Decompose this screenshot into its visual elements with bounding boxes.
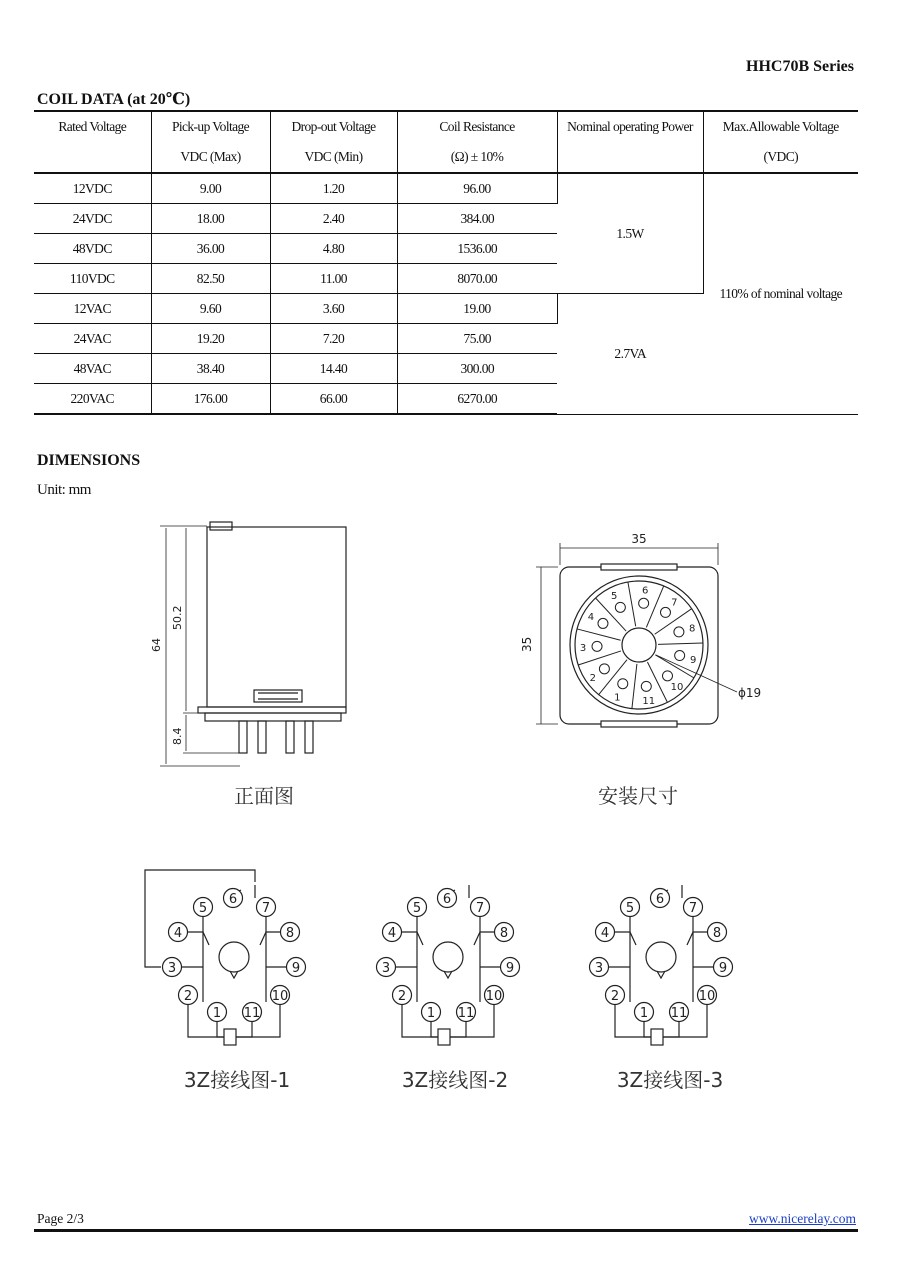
contact-switch [474, 932, 494, 945]
pin-hole [675, 651, 685, 661]
table-cell: 66.00 [270, 384, 397, 415]
pin-number: 2 [589, 672, 597, 684]
terminal-number: 1 [639, 1006, 649, 1021]
terminal-number: 1 [426, 1006, 436, 1021]
pin-divider [632, 664, 637, 709]
coil-lead [450, 1022, 466, 1037]
dimensions-drawing [0, 500, 900, 1100]
terminal-number: 2 [397, 989, 407, 1004]
terminal-number: 5 [625, 901, 635, 916]
wiring-diagram-2 [377, 885, 520, 1045]
terminal-number: 7 [688, 901, 698, 916]
header-cell: VDC (Max) [151, 142, 270, 173]
table-cell: 1.20 [270, 173, 397, 204]
header-cell: Pick-up Voltage [151, 111, 270, 142]
website-link[interactable]: www.nicerelay.com [749, 1211, 856, 1226]
pin-number: 5 [610, 590, 618, 602]
table-header-row [34, 142, 858, 173]
loop-wire [145, 870, 255, 967]
table-cell: 110VDC [34, 264, 151, 294]
terminal-number: 11 [670, 1006, 688, 1021]
wiring-1-caption: 3Z接线图-1 [183, 1068, 291, 1092]
header-cell: VDC (Min) [270, 142, 397, 173]
pin-hole [598, 618, 608, 628]
terminal-number: 9 [505, 961, 515, 976]
front-view-caption: 正面图 [234, 784, 294, 808]
table-cell: 36.00 [151, 234, 270, 264]
coil-terminal [651, 1029, 663, 1045]
table-cell: 19.00 [397, 294, 557, 324]
pin-number: 9 [690, 655, 697, 667]
dimensions-title: DIMENSIONS [37, 452, 141, 469]
table-cell: 176.00 [151, 384, 270, 415]
table-cell: 24VAC [34, 324, 151, 354]
terminal-number: 8 [712, 926, 722, 941]
terminal-number: 3 [167, 961, 177, 976]
table-cell: 12VAC [34, 294, 151, 324]
terminal-number: 6 [655, 892, 665, 907]
coil-data-table [34, 110, 858, 415]
pin-number: 10 [670, 682, 684, 694]
header-cell: (VDC) [703, 142, 858, 173]
pin-hole [641, 681, 651, 691]
mount-view-caption: 安装尺寸 [598, 784, 678, 808]
terminal-number: 2 [183, 989, 193, 1004]
pin-number: 6 [642, 585, 649, 597]
terminal-number: 5 [198, 901, 208, 916]
header-cell [34, 142, 151, 173]
pin-divider [628, 582, 636, 626]
table-cell: 3.60 [270, 294, 397, 324]
table-cell: 9.60 [151, 294, 270, 324]
pin-divider [577, 629, 621, 640]
table-cell: 18.00 [151, 204, 270, 234]
pin-number: 11 [642, 696, 656, 708]
contact-switch [687, 932, 707, 945]
terminal-number: 6 [442, 892, 452, 907]
header-cell: Max.Allowable Voltage [722, 119, 839, 134]
terminal-number: 4 [387, 926, 397, 941]
table-cell: 48VDC [34, 234, 151, 264]
pin-hole [618, 679, 628, 689]
terminal-number: 3 [381, 961, 391, 976]
dim-total-label: 64 [150, 638, 163, 652]
pin-hole [662, 671, 672, 681]
footer-divider [34, 1229, 858, 1232]
header-cell: Nominal operating Power [557, 111, 703, 142]
terminal-number: 5 [412, 901, 422, 916]
table-cell: 38.40 [151, 354, 270, 384]
terminal-number: 7 [261, 901, 271, 916]
front-view-drawing [160, 522, 346, 766]
terminal-number: 10 [698, 989, 716, 1004]
terminal-number: 10 [485, 989, 503, 1004]
dim-height-label: 35 [520, 636, 534, 652]
max-voltage-cell: 110% of nominal voltage [703, 173, 858, 414]
mount-view-drawing [536, 543, 737, 727]
table-cell: 11.00 [270, 264, 397, 294]
terminal-number: 9 [718, 961, 728, 976]
coil-lead [644, 1022, 651, 1037]
coil-lead [236, 1022, 252, 1037]
coil-symbol [219, 942, 249, 972]
terminal-number: 7 [475, 901, 485, 916]
pin-number: 7 [671, 597, 678, 609]
pin-divider [655, 655, 697, 678]
pin-hole [615, 602, 625, 612]
terminal-number: 6 [228, 892, 238, 907]
coil-terminal [438, 1029, 450, 1045]
pin-divider [658, 643, 703, 644]
unit-label: Unit: mm [37, 482, 91, 498]
pin-number: 1 [614, 692, 621, 704]
table-cell: 384.00 [397, 204, 557, 234]
table-cell: 1536.00 [397, 234, 557, 264]
dim-pins-label: 8.4 [171, 727, 184, 745]
table-cell: 14.40 [270, 354, 397, 384]
table-cell: 19.20 [151, 324, 270, 354]
header-cell: (Ω) ± 10% [397, 142, 557, 173]
series-title: HHC70B Series [746, 58, 854, 75]
coil-symbol [433, 942, 463, 972]
dim-body-label: 50.2 [171, 605, 184, 630]
terminal-number: 2 [610, 989, 620, 1004]
table-cell: 8070.00 [397, 264, 557, 294]
page-number: Page 2/3 [37, 1211, 84, 1226]
power-dc-cell: 1.5W [557, 173, 703, 294]
terminal-number: 1 [212, 1006, 222, 1021]
terminal-number: 11 [457, 1006, 475, 1021]
contact-switch [402, 932, 423, 945]
table-cell: 12VDC [34, 173, 151, 204]
coil-terminal [224, 1029, 236, 1045]
pin-number: 8 [689, 623, 696, 635]
table-cell: 300.00 [397, 354, 557, 384]
pin-hole [674, 627, 684, 637]
pin-number: 4 [587, 612, 595, 624]
terminal-number: 11 [243, 1006, 261, 1021]
table-cell: 75.00 [397, 324, 557, 354]
wiring-3-caption: 3Z接线图-3 [616, 1068, 724, 1092]
terminal-number: 4 [600, 926, 610, 941]
table-cell: 7.20 [270, 324, 397, 354]
table-cell: 24VDC [34, 204, 151, 234]
pin-hole [599, 664, 609, 674]
terminal-number: 8 [285, 926, 295, 941]
table-header-row [34, 111, 858, 142]
wiring-2-caption: 3Z接线图-2 [401, 1068, 509, 1092]
header-cell: Drop-out Voltage [270, 111, 397, 142]
pin-hole [639, 598, 649, 608]
terminal-number: 10 [271, 989, 289, 1004]
header-cell: Coil Resistance [397, 111, 557, 142]
pin-hole [592, 641, 602, 651]
coil-data-title: COIL DATA (at 20℃) [37, 91, 191, 108]
dim-width-label: 35 [631, 532, 647, 546]
table-cell: 6270.00 [397, 384, 557, 415]
header-cell: Rated Voltage [34, 111, 151, 142]
pin-divider [646, 586, 663, 628]
coil-lead [663, 1022, 679, 1037]
wiring-diagram-3 [590, 885, 733, 1045]
coil-lead [217, 1022, 224, 1037]
header-cell [557, 142, 703, 173]
power-ac-cell: 2.7VA [557, 294, 703, 415]
pin-number: 3 [579, 642, 587, 654]
terminal-number: 4 [173, 926, 183, 941]
contact-switch [260, 932, 280, 945]
coil-lead [431, 1022, 438, 1037]
table-cell: 82.50 [151, 264, 270, 294]
contact-switch [615, 932, 636, 945]
dim-diameter-label: ϕ19 [738, 686, 762, 700]
table-cell: 9.00 [151, 173, 270, 204]
pin-divider [599, 660, 627, 695]
wiring-diagram-1 [145, 870, 306, 1045]
contact-switch [188, 932, 209, 945]
table-cell: 220VAC [34, 384, 151, 415]
table-cell: 2.40 [270, 204, 397, 234]
terminal-number: 3 [594, 961, 604, 976]
pin-hole [660, 607, 670, 617]
coil-symbol [646, 942, 676, 972]
table-row [34, 173, 858, 204]
terminal-number: 9 [291, 961, 301, 976]
table-cell: 96.00 [397, 173, 557, 204]
table-cell: 4.80 [270, 234, 397, 264]
table-cell: 48VAC [34, 354, 151, 384]
terminal-number: 8 [499, 926, 509, 941]
